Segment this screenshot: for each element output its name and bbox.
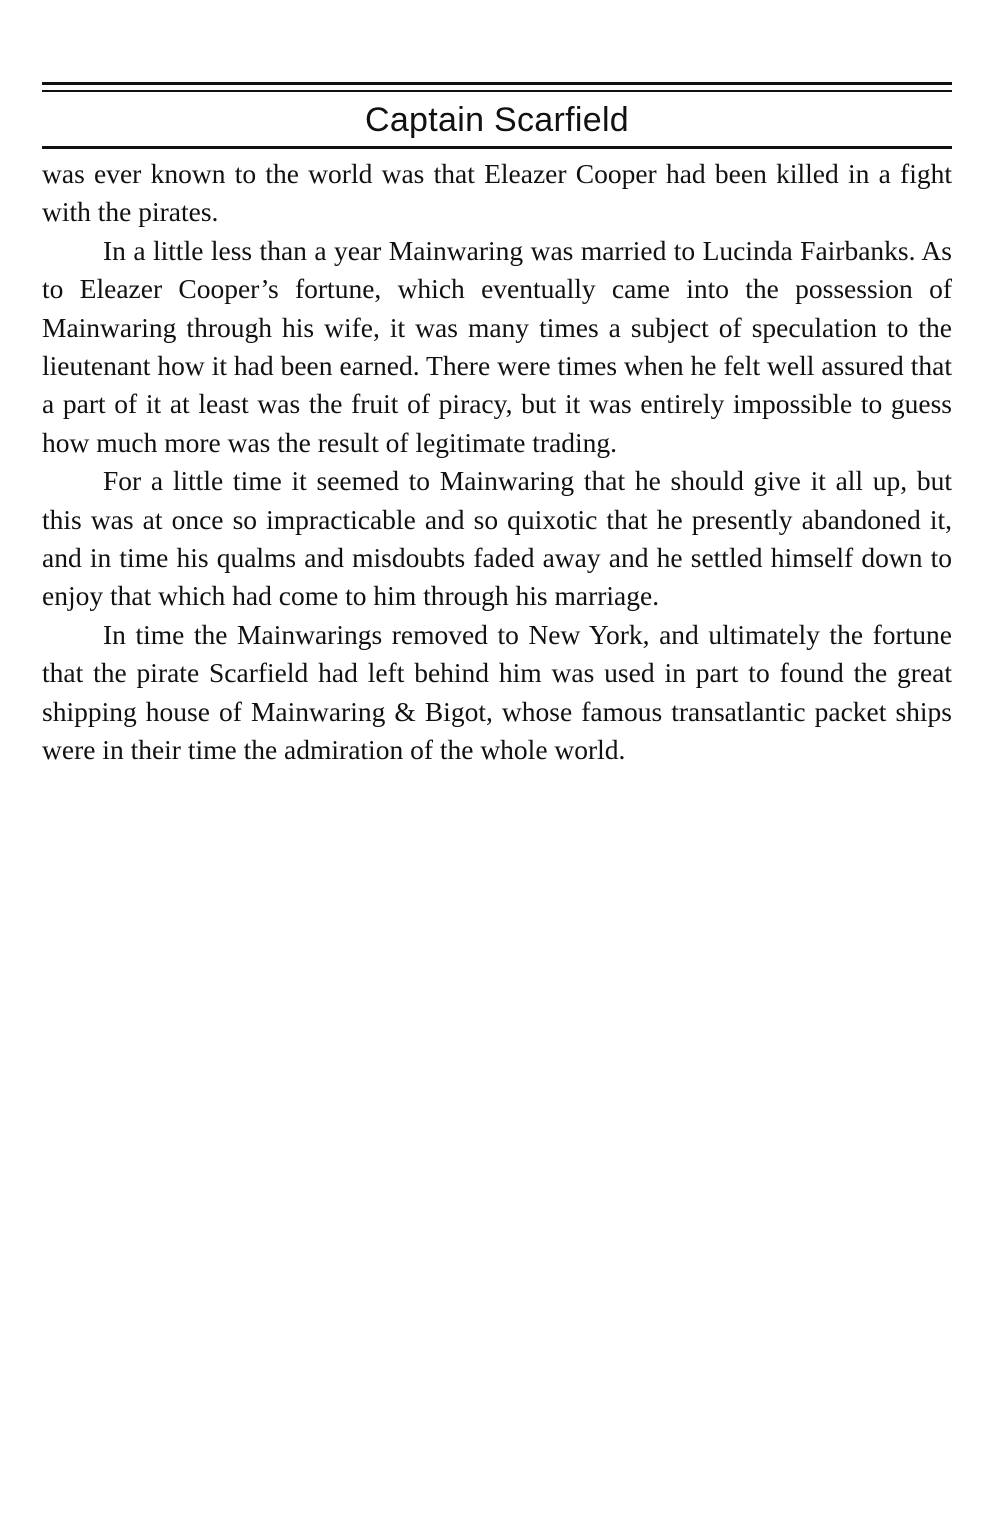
- running-title: Captain Scarfield: [364, 101, 630, 139]
- paragraph: For a little time it seemed to Mainwaring that he should give it all up, but this was at once so impracticable and so quixotic that he presently abandoned it, and in time his qualms and misdoubts faded away and he settled himself down to enjoy that which had come to him through his marriage.: [42, 465, 952, 612]
- body-text: [42, 155, 952, 770]
- header-rule-top: [42, 82, 952, 85]
- paragraph: In a little less than a year Mainwaring was married to Lucinda Fairbanks. As to Eleazer Cooper’s fortune, which eventually came into the possession of Mainwaring through his wife, it was many times a subject of speculation to the lieutenant how it had been earned. There were times when he felt well assured that a part of it at least was the fruit of piracy, but it was entirely impossible to guess how much more was the result of legitimate trading.: [42, 234, 952, 458]
- book-page: [42, 82, 952, 770]
- header-rule-bottom: [42, 146, 952, 149]
- paragraph-continued: was ever known to the world was that Eleazer Cooper had been killed in a fight with the pirates.: [42, 158, 952, 228]
- header-rule-top-inner: [42, 90, 952, 92]
- paragraph: In time the Mainwarings removed to New York, and ultimately the fortune that the pirate Scarfield had left behind him was used in part to found the great shipping house of Mainwaring & Bigot, whose famous transatlantic packet ships were in their time the admiration of the whole world.: [42, 618, 952, 766]
